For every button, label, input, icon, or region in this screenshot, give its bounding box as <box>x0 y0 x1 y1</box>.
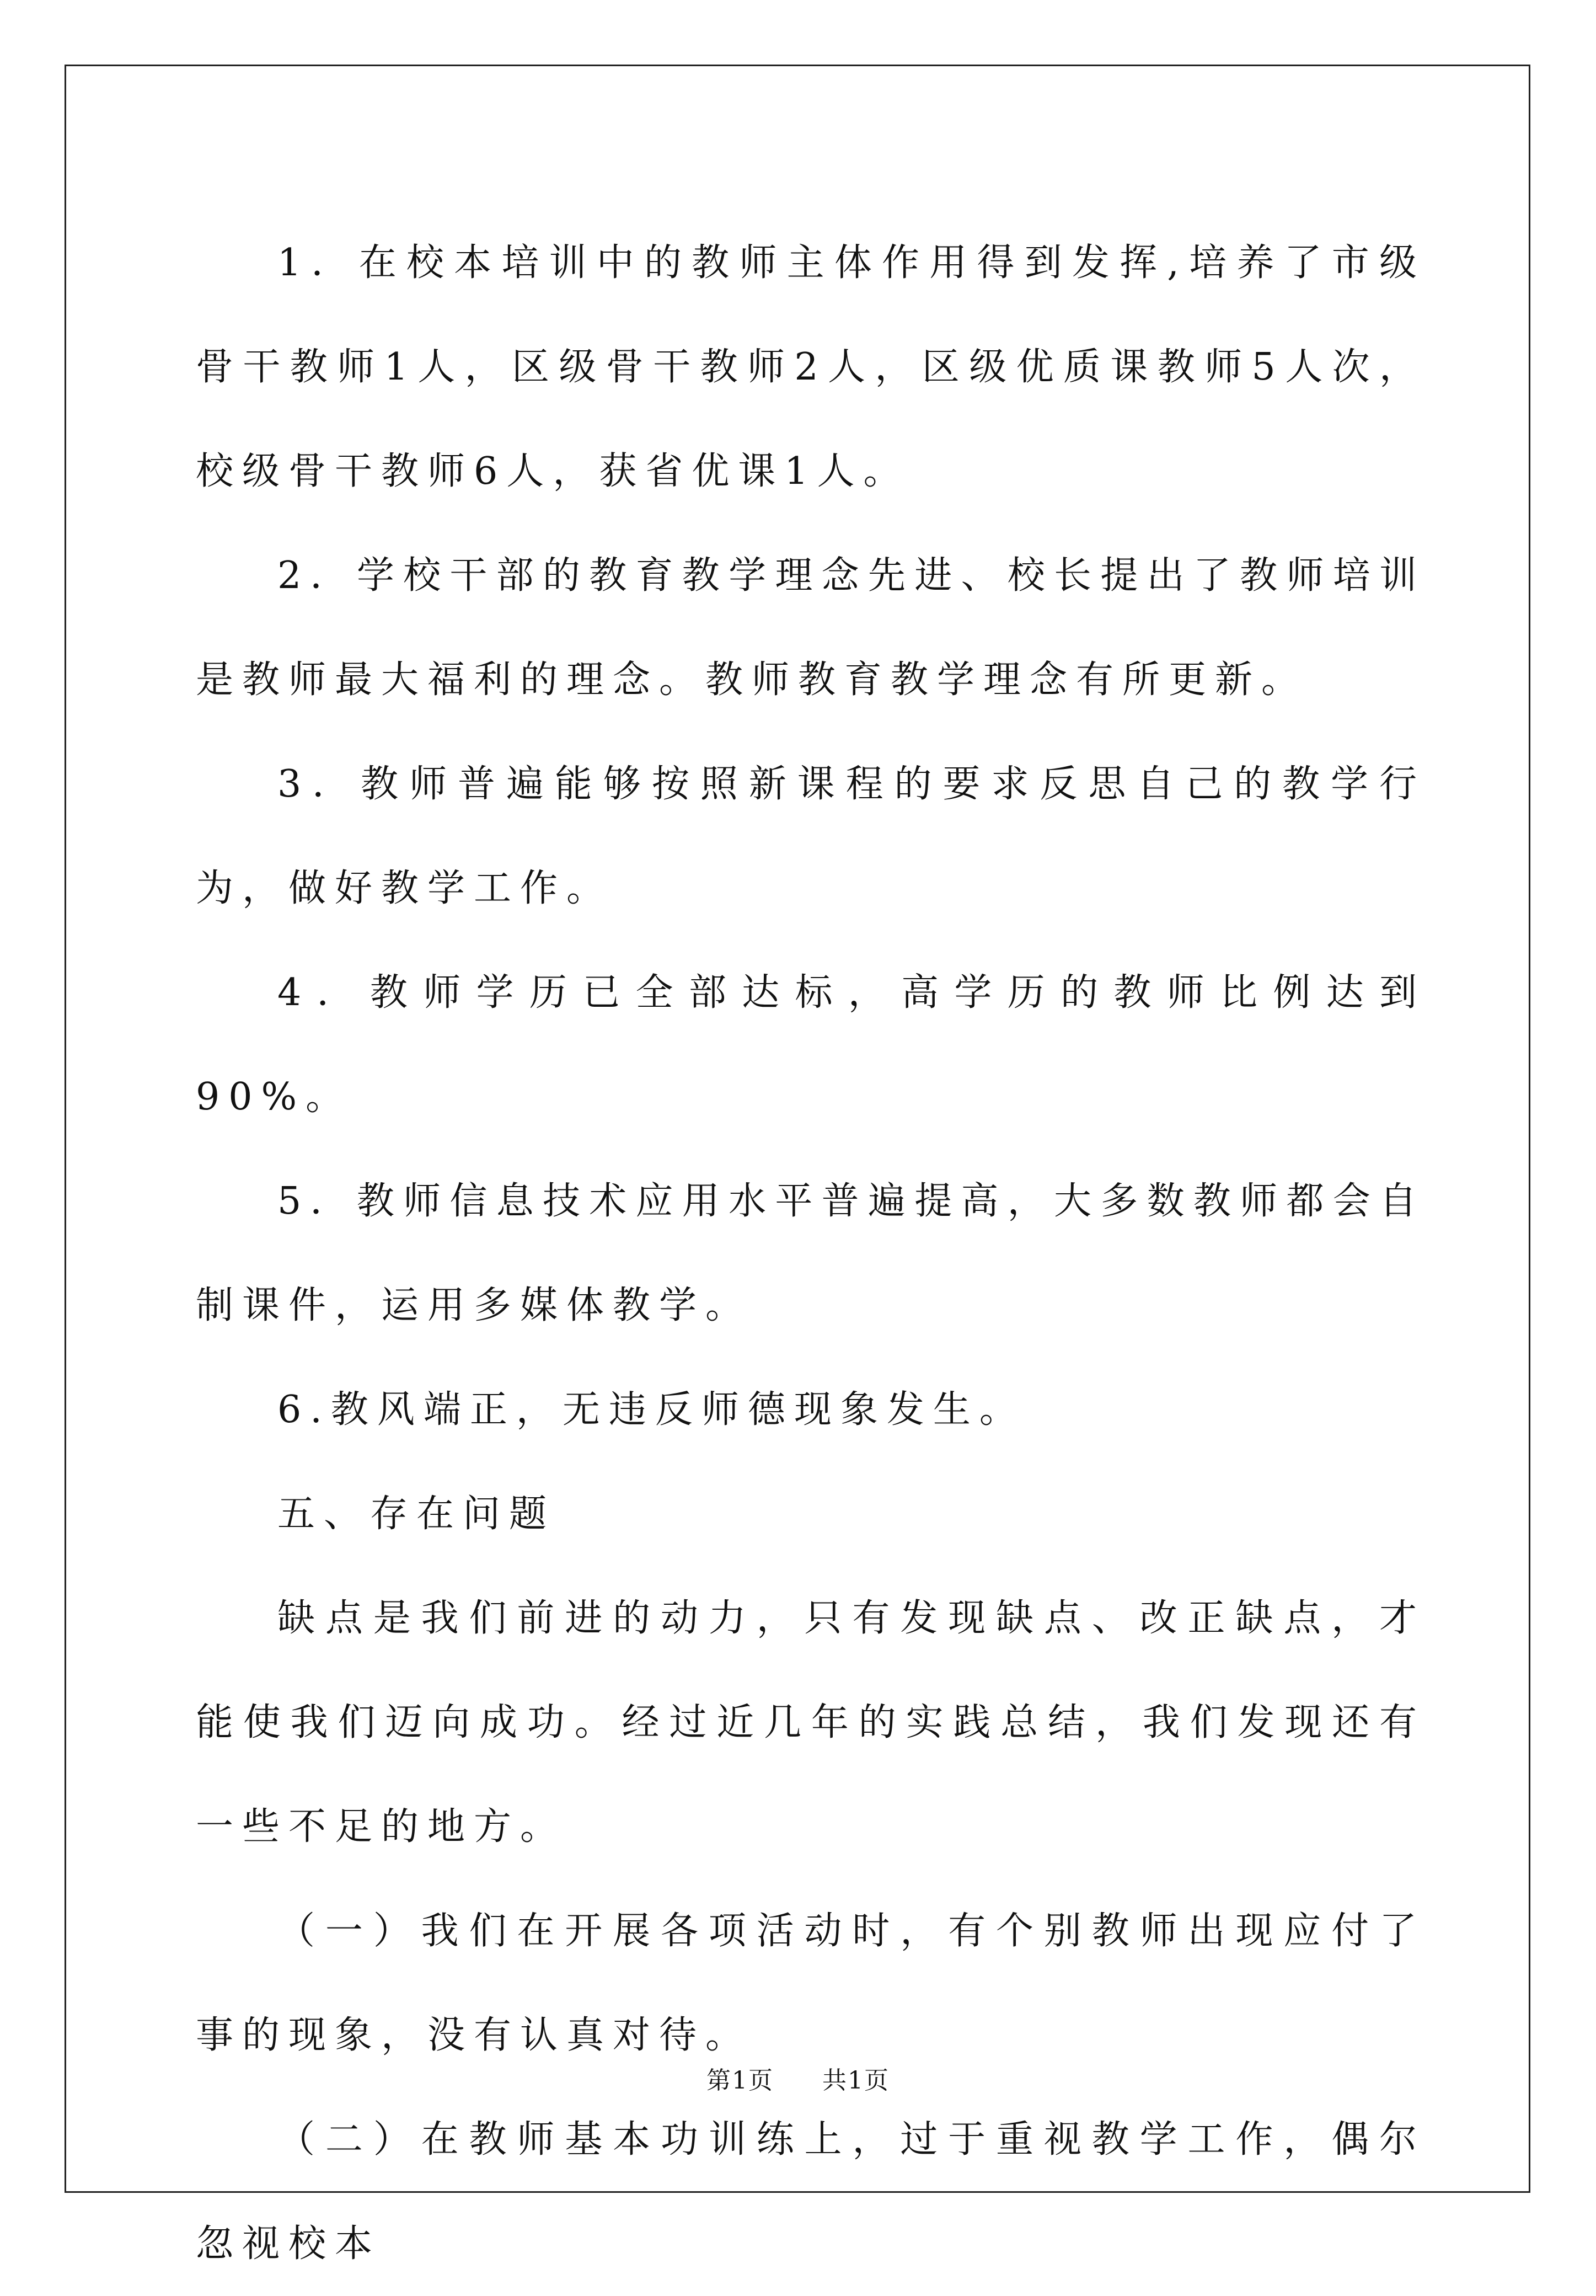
document-body <box>196 211 1426 2296</box>
paragraph-2: 2．学校干部的教育教学理念先进、校长提出了教师培训是教师最大福利的理念。教师教育教学理念有所更新。 <box>196 554 1426 702</box>
paragraph-9: （二）在教师基本功训练上，过于重视教学工作，偶尔忽视校本 <box>196 2118 1426 2266</box>
paragraph-1: 1．在校本培训中的教师主体作用得到发挥,培养了市级骨干教师1人，区级骨干教师2人，区级优质课教师5人次，校级骨干教师6人，获省优课1人。 <box>196 241 1426 493</box>
paragraph-7: 缺点是我们前进的动力，只有发现缺点、改正缺点，才能使我们迈向成功。经过近几年的实践总结，我们发现还有一些不足的地方。 <box>196 1596 1426 1849</box>
paragraph-6: 6.教风端正，无违反师德现象发生。 <box>277 1388 1026 1432</box>
paragraph-5: 5．教师信息技术应用水平普遍提高，大多数教师都会自制课件，运用多媒体教学。 <box>196 1179 1426 1327</box>
section-heading: 五、存在问题 <box>277 1492 556 1536</box>
page-number-footer: 第1页 共1页 <box>706 2067 890 2095</box>
paragraph-4: 4．教师学历已全部达标，高学历的教师比例达到90%。 <box>196 971 1426 1119</box>
paragraph-3: 3．教师普遍能够按照新课程的要求反思自己的教学行为，做好教学工作。 <box>196 762 1426 910</box>
paragraph-8: （一）我们在开展各项活动时，有个别教师出现应付了事的现象，没有认真对待。 <box>196 1909 1426 2057</box>
